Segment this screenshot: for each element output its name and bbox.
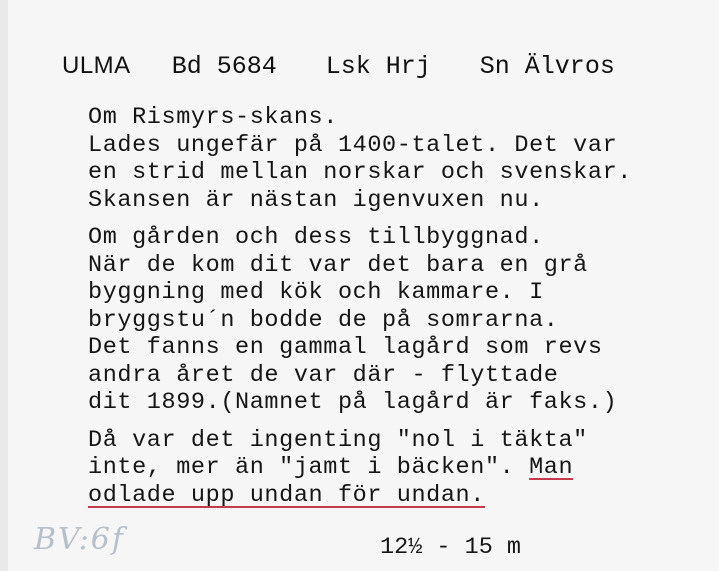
text-line: Det fanns en gammal lagård som revs [88, 334, 603, 361]
text-line: Skansen är nästan igenvuxen nu. [88, 186, 544, 214]
underlined-text: odlade upp undan för undan. [88, 481, 485, 509]
text-line: dit 1899.(Namnet på lagård är faks.) [88, 389, 618, 416]
text-line: Om gården och dess tillbyggnad. [88, 224, 544, 251]
archive-name: ULMA [62, 52, 131, 79]
paragraph-cultivation [88, 427, 698, 510]
text-line: Lades ungefär på 1400-talet. Det var [88, 131, 618, 159]
paragraph-garden [88, 224, 698, 417]
card-header [62, 52, 615, 81]
card-body [88, 104, 698, 519]
text-line: När de kom dit var det bara en grå [88, 251, 588, 279]
card-edge [0, 0, 8, 571]
pencil-signum: BV:6f [34, 522, 125, 557]
text-segment: inte, mer än "jamt i bäcken". [88, 454, 530, 481]
text-line: en strid mellan norskar och svenskar. [88, 159, 632, 186]
text-line [88, 454, 698, 482]
text-line [88, 482, 698, 510]
underlined-text: Man [529, 454, 574, 481]
paragraph-rismyrs-skans [88, 104, 698, 214]
volume-number: Bd 5684 [171, 52, 277, 81]
text-line: Om Rismyrs-skans. [88, 104, 338, 131]
text-line: andra året de var där - flyttade [88, 361, 559, 389]
parish-name: Sn Älvros [479, 52, 615, 81]
text-line: bryggstu´n bodde de på somrarna. [88, 306, 559, 334]
depth-measure: 12½ - 15 m [380, 534, 522, 561]
text-line: Då var det ingenting "nol i täkta" [88, 426, 588, 454]
county-code: Lsk Hrj [325, 52, 431, 81]
text-line: byggning med kök och kammare. I [88, 279, 544, 306]
